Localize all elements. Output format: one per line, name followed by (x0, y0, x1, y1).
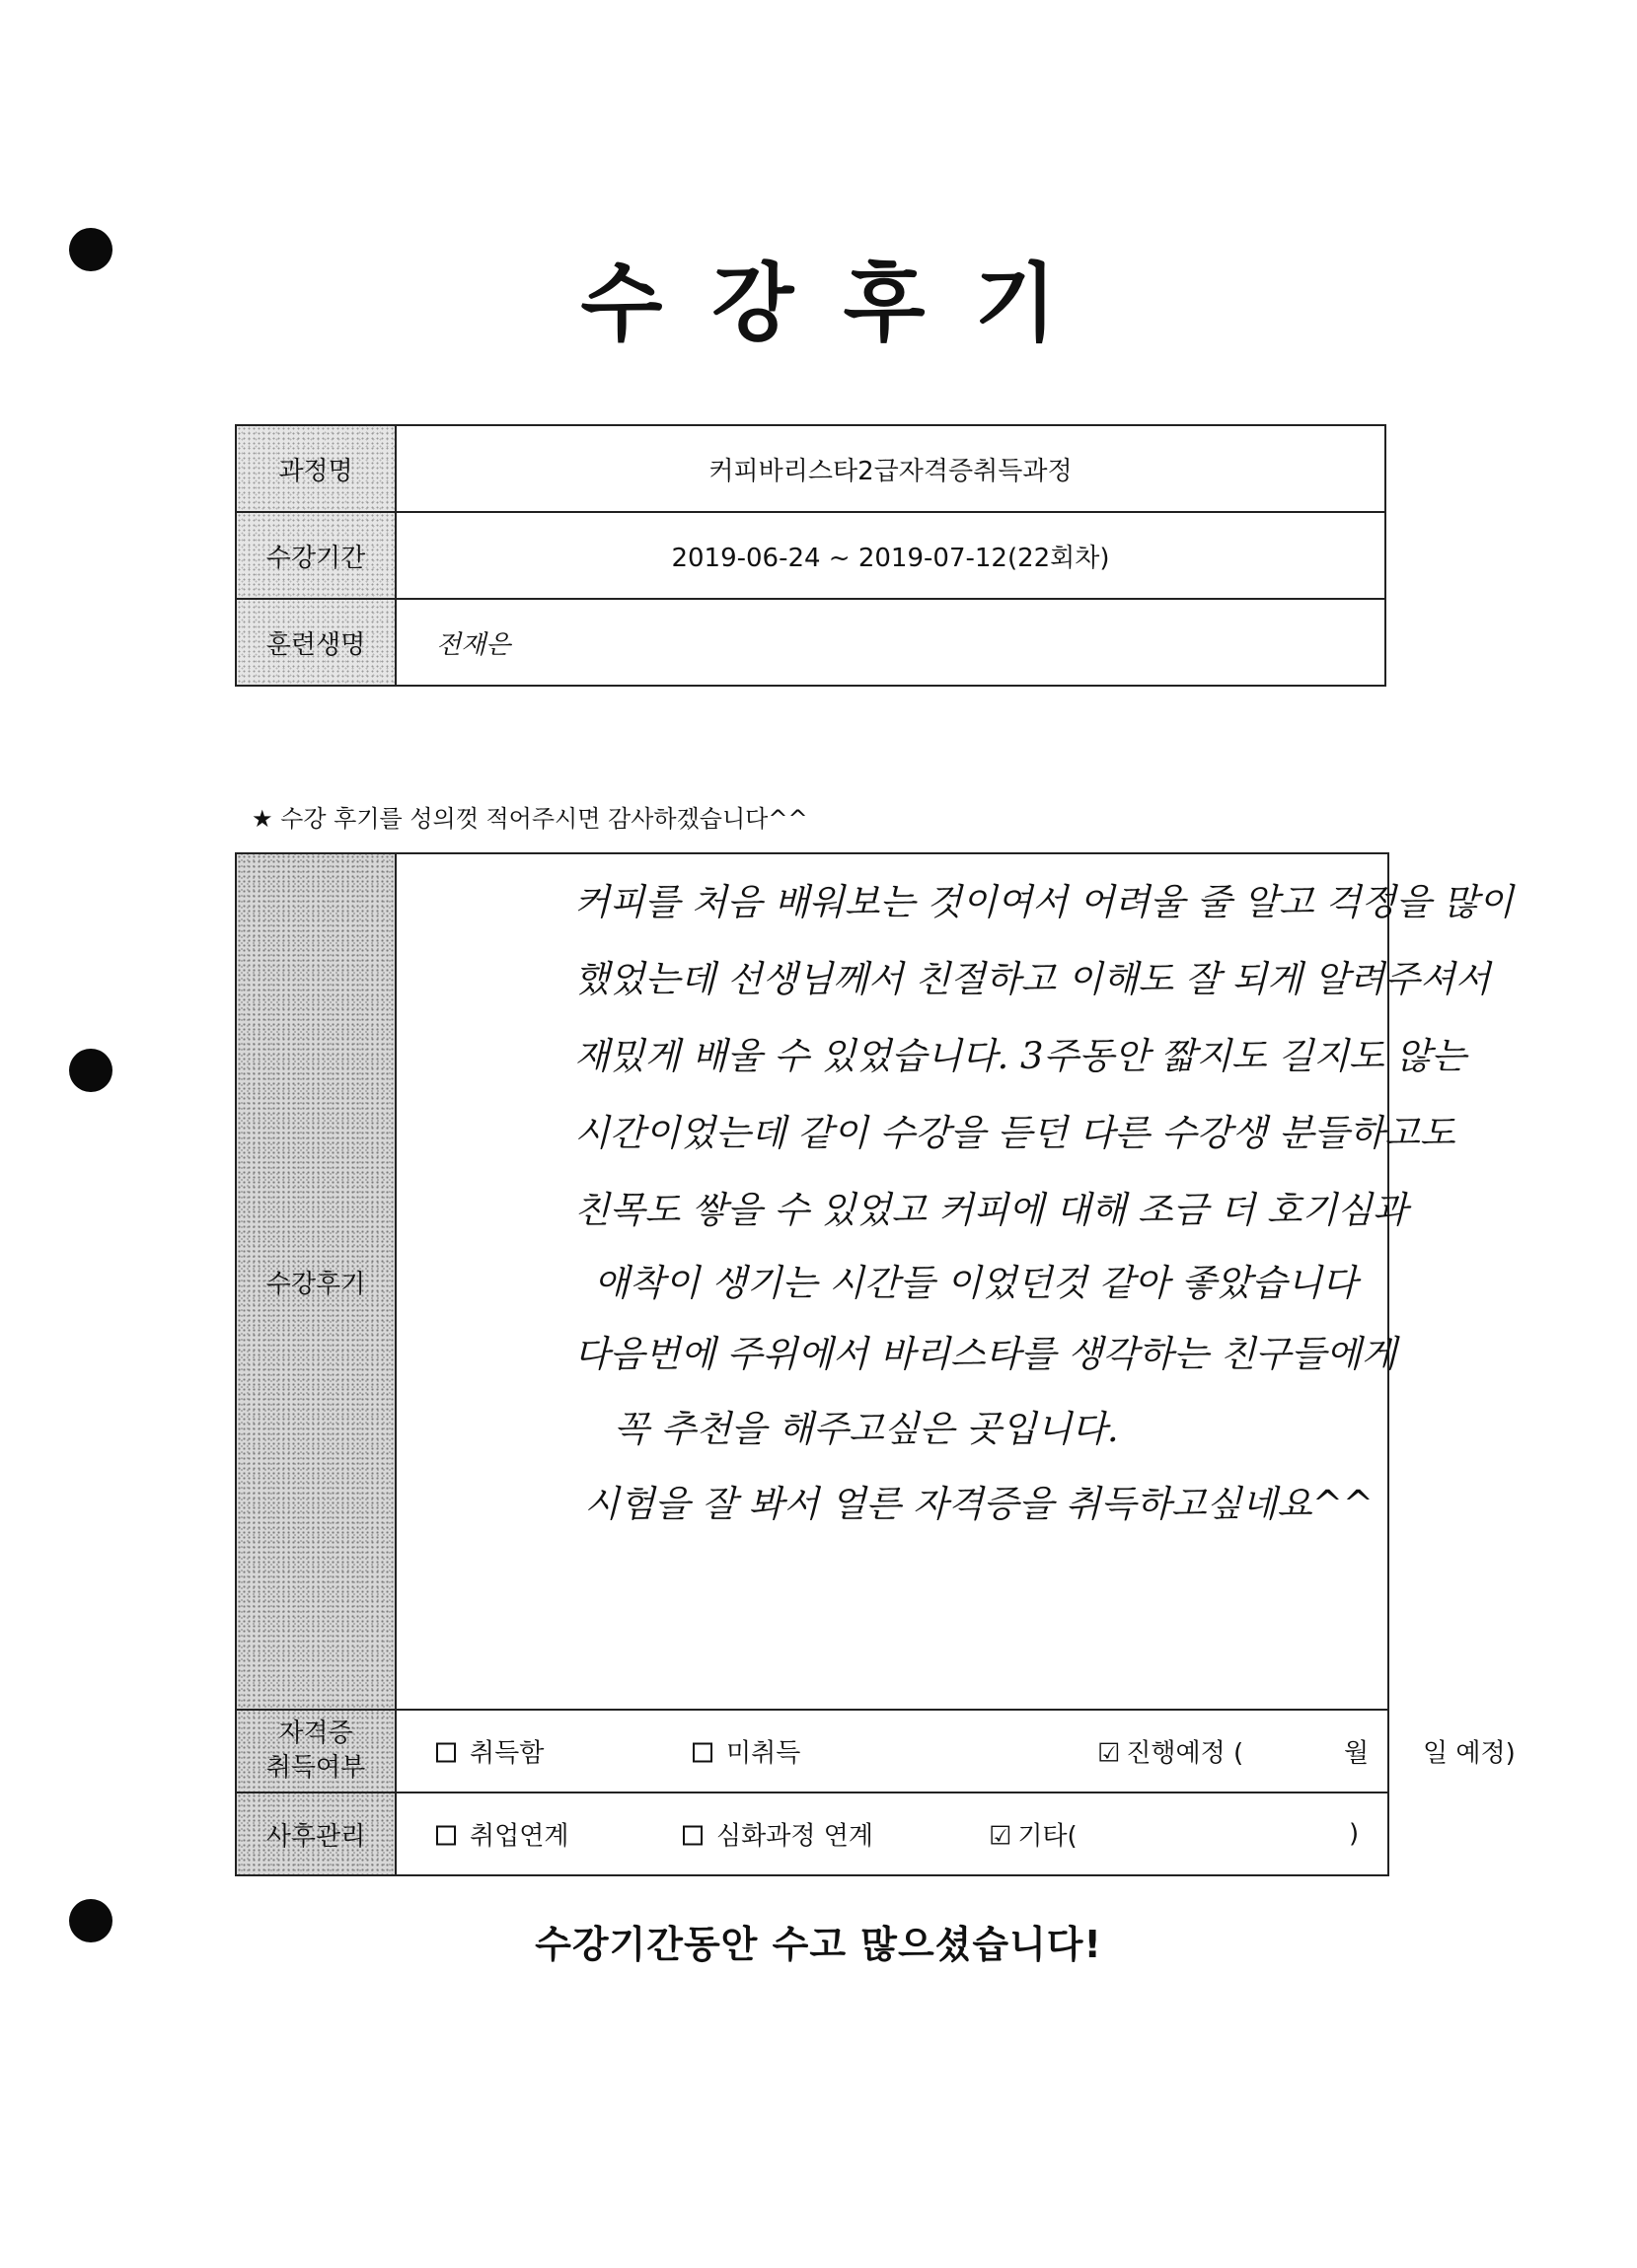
review-body (396, 853, 1514, 1710)
cert-option-acquired[interactable]: 취득함 (436, 1733, 544, 1770)
course-label: 과정명 (236, 425, 396, 512)
checkbox-icon[interactable] (436, 1825, 456, 1845)
trainee-name-handwritten: 전재은 (396, 599, 1385, 686)
aftercare-option-advanced[interactable]: 심화과정 연계 (683, 1816, 873, 1853)
review-line: 다음번에 주위에서 바리스타를 생각하는 친구들에게 (574, 1333, 1397, 1375)
cert-option-not-acquired[interactable]: 미취득 (693, 1733, 800, 1770)
aftercare-row (236, 1792, 1388, 1875)
period-row (236, 512, 1385, 599)
cert-month-label: 월 (1344, 1738, 1370, 1769)
aftercare-label: 사후관리 (236, 1792, 396, 1875)
aftercare-option-employment[interactable]: 취업연계 (436, 1816, 568, 1853)
checkbox-icon[interactable] (436, 1742, 456, 1762)
course-row (236, 425, 1385, 512)
review-line: 꼭 추천을 해주고싶은 곳입니다. (614, 1408, 1119, 1450)
review-line: 했었는데 선생님께서 친절하고 이해도 잘 되게 알려주셔서 (574, 958, 1491, 1000)
course-info-table (235, 424, 1386, 687)
cert-options (396, 1710, 1516, 1792)
aftercare-options (396, 1792, 1388, 1875)
cert-day-label: 일 예정) (1423, 1738, 1516, 1769)
review-line: 재밌게 배울 수 있었습니다. 3주동안 짧지도 길지도 않는 (574, 1035, 1466, 1077)
review-line: 애착이 생기는 시간들 이었던것 같아 좋았습니다 (594, 1262, 1358, 1304)
review-line: 시간이었는데 같이 수강을 듣던 다른 수강생 분들하고도 (574, 1112, 1455, 1154)
cert-row (236, 1710, 1388, 1792)
review-label: 수강후기 (236, 853, 396, 1710)
cert-label (236, 1710, 396, 1792)
trainee-label: 훈련생명 (236, 599, 396, 686)
checkbox-icon[interactable] (693, 1742, 712, 1762)
checked-box-icon[interactable]: ☑ (1097, 1738, 1121, 1769)
period-value: 2019-06-24 ~ 2019-07-12(22회차) (396, 512, 1385, 599)
closing-message: 수강기간동안 수고 많으셨습니다! (535, 1923, 1102, 1966)
trainee-row (236, 599, 1385, 686)
aftercare-option-other[interactable]: ☑ 기타( (989, 1821, 1078, 1852)
review-table (235, 852, 1516, 1876)
binder-hole-2 (69, 1049, 112, 1092)
aftercare-close-paren: ) (1349, 1819, 1360, 1849)
page-title: 수강후기 (580, 255, 1106, 353)
period-label: 수강기간 (236, 512, 396, 599)
review-line: 커피를 처음 배워보는 것이여서 어려울 줄 알고 걱정을 많이 (574, 881, 1514, 923)
instruction-notice: ★ 수강 후기를 성의껏 적어주시면 감사하겠습니다^^ (252, 805, 808, 833)
review-line: 시험을 잘 봐서 얼른 자격증을 취득하고싶네요^^ (584, 1483, 1374, 1525)
course-value: 커피바리스타2급자격증취득과정 (396, 425, 1385, 512)
cert-label-line2: 취득여부 (265, 1753, 366, 1783)
handwritten-review (397, 854, 1514, 1709)
cert-label-line1: 자격증 (278, 1718, 353, 1748)
review-row (236, 853, 1388, 1710)
cert-option-in-progress[interactable]: ☑ 진행예정 ( (1097, 1738, 1244, 1769)
checked-box-icon[interactable]: ☑ (989, 1821, 1012, 1852)
review-line: 친목도 쌓을 수 있었고 커피에 대해 조금 더 호기심과 (574, 1189, 1408, 1231)
checkbox-icon[interactable] (683, 1825, 703, 1845)
